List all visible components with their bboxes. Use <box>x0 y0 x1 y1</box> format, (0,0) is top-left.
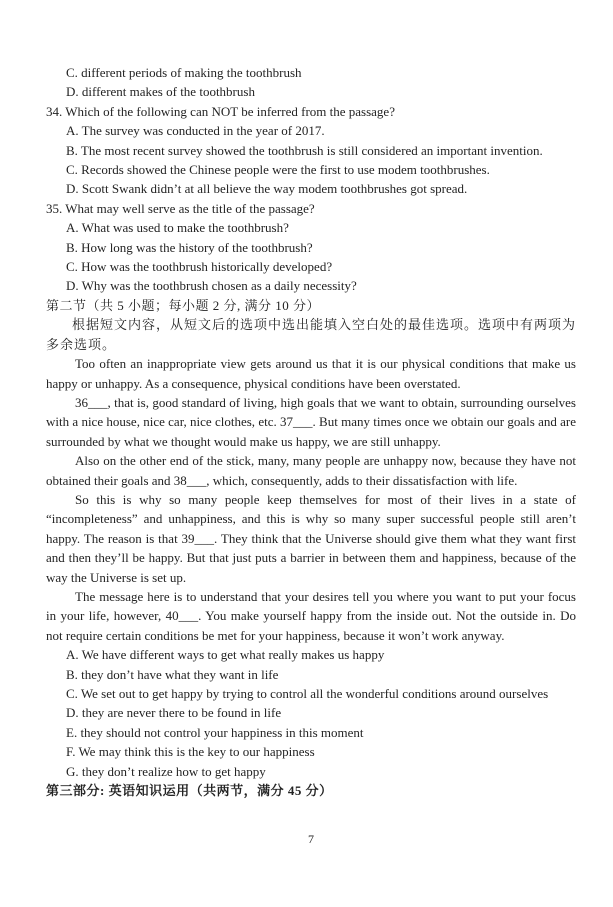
passage-paragraph: Also on the other end of the stick, many, many people are unhappy now, because they have not obtained their goals and 38___, which, consequently, adds to their dissatisfaction with life. <box>46 453 576 488</box>
page-content <box>46 63 576 800</box>
choice-item: D. they are never there to be found in life <box>66 705 282 721</box>
section2-instructions: 根据短文内容，从短文后的选项中选出能填入空白处的最佳选项。选项中有两项为多余选项。 <box>46 317 577 352</box>
question-option: C. How was the toothbrush historically developed? <box>66 259 333 275</box>
passage-paragraph: The message here is to understand that your desires tell you where you want to put your focus in your life, however, 40___. You make yourself happy from the inside out. Not the outside in. Do not require certain conditions be met for your happiness, because it won’t work anyway. <box>46 588 576 643</box>
section3-heading: 第三部分: 英语知识运用（共两节，满分 45 分） <box>46 783 333 799</box>
passage-paragraph: Too often an inappropriate view gets around us that it is our physical conditions that make us happy or unhappy. As a consequence, physical conditions have been overstated. <box>46 356 576 391</box>
choice-item: F. We may think this is the key to our happiness <box>66 744 315 760</box>
page-number: 7 <box>308 832 314 846</box>
section2-heading: 第二节（共 5 小题；每小题 2 分, 满分 10 分） <box>46 297 321 313</box>
question-option: C. different periods of making the toothbrush <box>66 65 302 80</box>
passage-paragraph: So this is why so many people keep themselves for most of their lives in a state of “incompleteness” and unhappiness, and this is why so many super successful people still aren’t happy. The reason is that 39___. They think that the Universe should give them what they want first and then they’ll be happy. But that just puts a barrier in between them and happiness, because of the way the Universe is set up. <box>46 491 576 585</box>
question-option: C. Records showed the Chinese people were the first to use modem toothbrushes. <box>66 162 490 178</box>
question-option: B. The most recent survey showed the toothbrush is still considered an important invention. <box>66 142 543 158</box>
question-34-stem: 34. Which of the following can NOT be inferred from the passage? <box>46 103 395 119</box>
passage-paragraph: 36___, that is, good standard of living, high goals that we want to obtain, surrounding ourselves with a nice house, nice car, nice clothes, etc. 37___. But many times once we obtain our goals and are surrounded by what we thought would make us happy, we are still unhappy. <box>46 394 576 449</box>
choice-item: G. they don’t realize how to get happy <box>66 763 266 779</box>
question-option: A. What was used to make the toothbrush? <box>66 220 289 236</box>
question-option: B. How long was the history of the toothbrush? <box>66 239 313 255</box>
question-35-stem: 35. What may well serve as the title of the passage? <box>46 200 315 216</box>
choice-item: E. they should not control your happiness in this moment <box>66 724 364 740</box>
question-option: D. Scott Swank didn’t at all believe the way modem toothbrushes got spread. <box>66 181 468 197</box>
choice-item: A. We have different ways to get what really makes us happy <box>66 647 385 663</box>
question-option: D. Why was the toothbrush chosen as a daily necessity? <box>66 278 357 294</box>
choice-item: C. We set out to get happy by trying to control all the wonderful conditions around ourselves <box>66 686 549 701</box>
choice-item: B. they don’t have what they want in life <box>66 666 279 682</box>
question-option: D. different makes of the toothbrush <box>66 84 255 100</box>
question-option: A. The survey was conducted in the year of 2017. <box>66 123 325 139</box>
